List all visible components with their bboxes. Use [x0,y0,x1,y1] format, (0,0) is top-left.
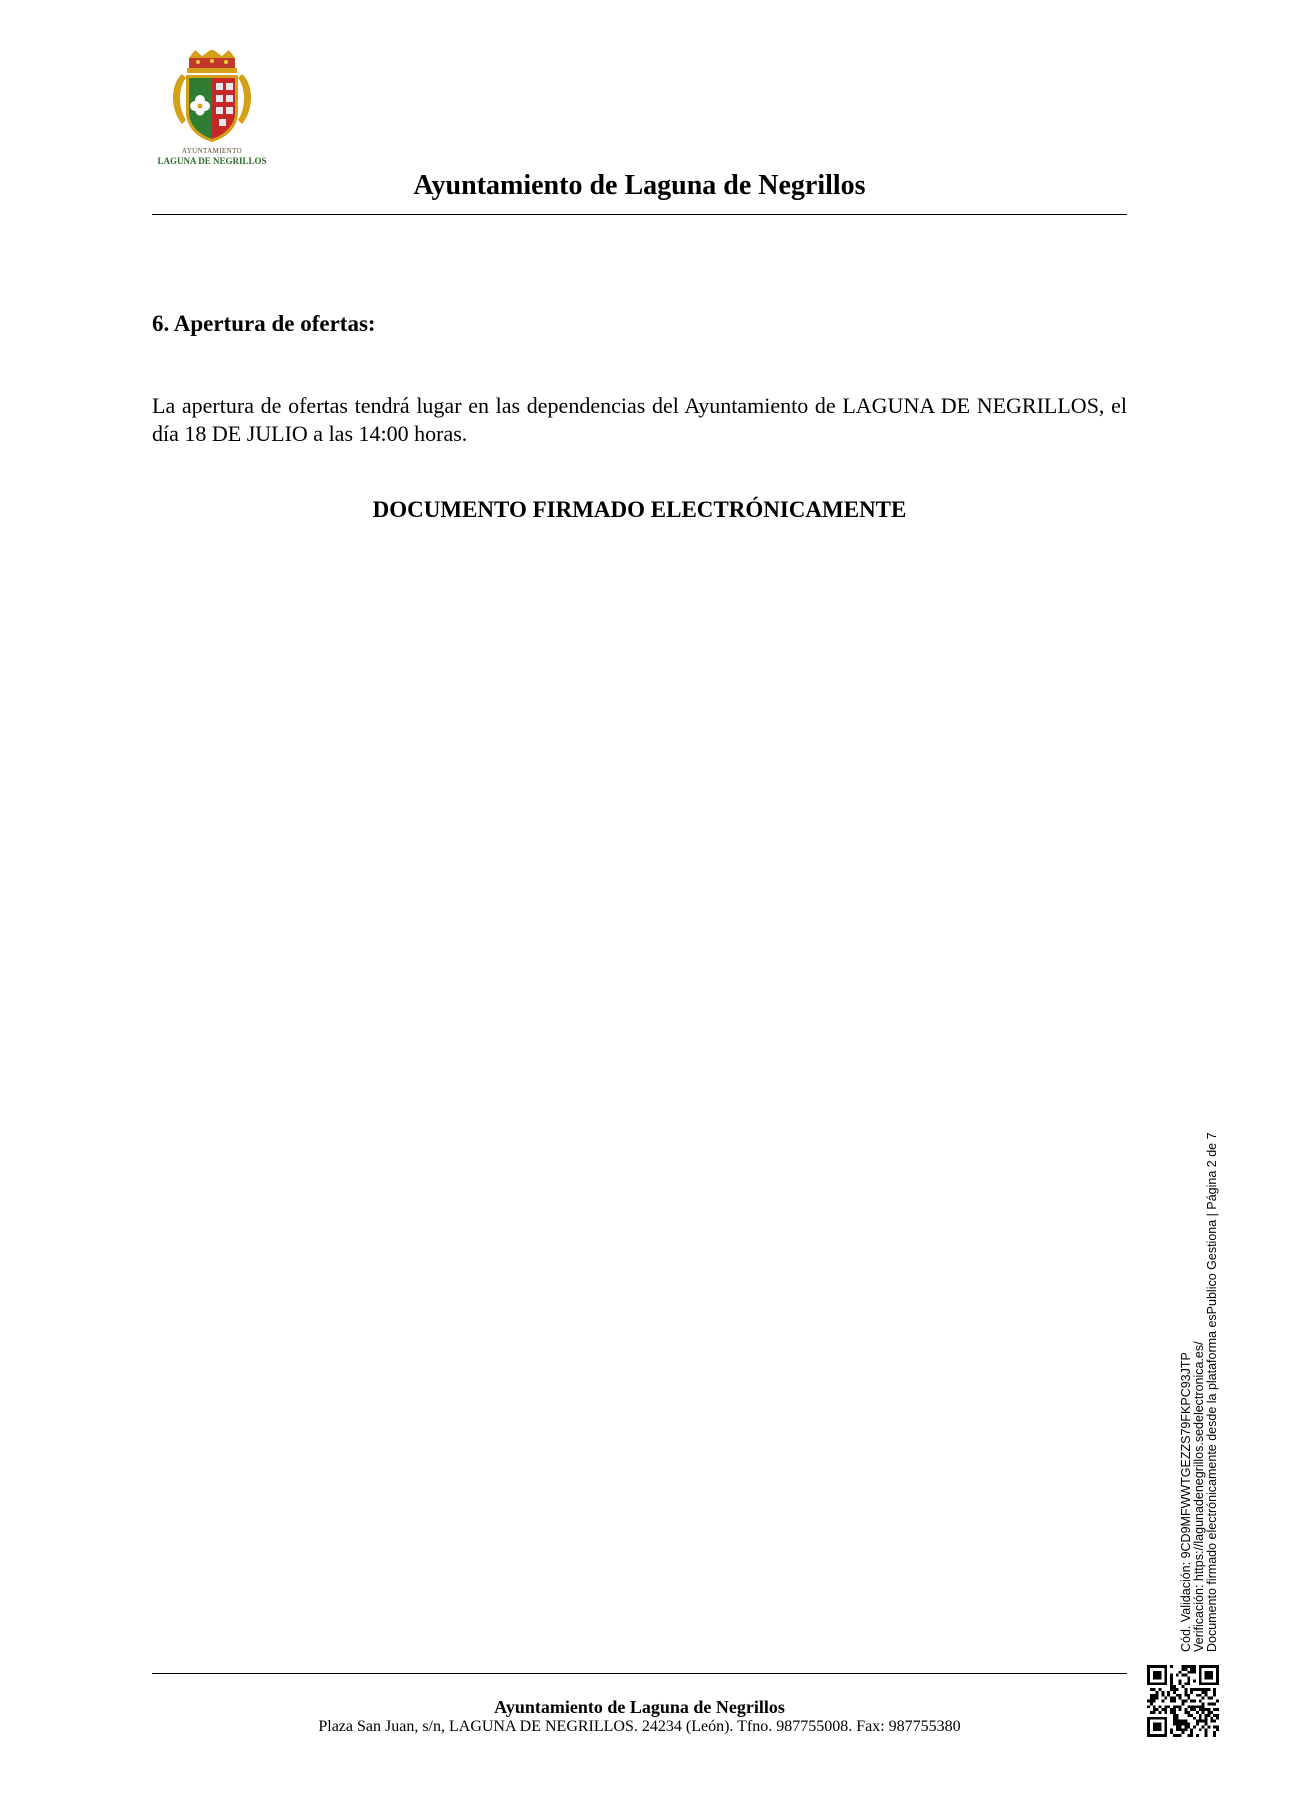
mantling-right [238,74,251,124]
footer-organization-name: Ayuntamiento de Laguna de Negrillos [494,1697,785,1717]
verification-url: Verificación: https://lagunadenegrillos.sedelectronica.es/ [1192,1341,1206,1652]
footer-divider [152,1673,1127,1674]
signature-platform-note: Documento firmado electrónicamente desde la plataforma esPublico Gestiona | Página 2 de 7 [1205,1132,1219,1652]
footer-address: Plaza San Juan, s/n, LAGUNA DE NEGRILLOS. 24234 (León). Tfno. 987755008. Fax: 987755380 [318,1718,961,1735]
header-divider [152,214,1127,215]
coat-of-arms-icon [152,50,272,146]
mantling-left [173,74,186,124]
verification-qr-code-icon [1147,1665,1219,1737]
municipal-coat-of-arms-logo [152,50,272,168]
crown-base [187,68,237,73]
signed-notice: DOCUMENTO FIRMADO ELECTRÓNICAMENTE [372,497,907,522]
body-paragraph: La apertura de ofertas tendrá lugar en las dependencias del Ayuntamiento de LAGUNA DE NEGRILLOS, el día 18 DE JULIO a las 14:00 horas. [152,393,1127,446]
validation-code: Cód. Validación: 9CD9MFWWTGEZZS79FKPC93JTP [1179,1352,1193,1652]
section-heading: 6. Apertura de ofertas: [152,311,376,336]
logo-caption-ayuntamiento: AYUNTAMIENTO [181,147,243,155]
logo-caption-town: LAGUNA DE NEGRILLOS [157,156,267,166]
page-header-title: Ayuntamiento de Laguna de Negrillos [413,170,866,201]
crown-points [189,50,235,58]
